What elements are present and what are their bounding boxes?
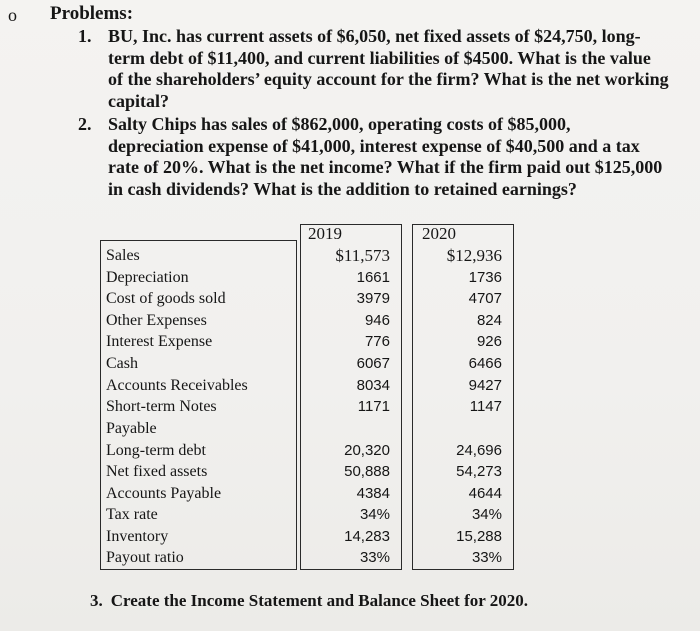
- problem-number: 1.: [78, 26, 92, 46]
- problem-line: rate of 20%. What is the net income? What if the firm paid out $125,000: [108, 157, 663, 177]
- row-label: Short-term Notes: [106, 398, 217, 415]
- cell-2019: 4384: [356, 485, 390, 502]
- cell-2019: 33%: [359, 549, 390, 566]
- row-label: Tax rate: [106, 506, 158, 523]
- cell-2020: 54,273: [456, 463, 502, 480]
- row-label: Cash: [106, 355, 138, 372]
- cell-2020: 1147: [469, 398, 502, 415]
- problem-3: [90, 591, 528, 611]
- row-label: Accounts Payable: [106, 485, 222, 502]
- problem-line: depreciation expense of $41,000, interest expense of $40,500 and a tax: [108, 135, 640, 156]
- cell-2020: 24,696: [456, 442, 502, 459]
- problem-3-text: Create the Income Statement and Balance Sheet for 2020.: [110, 591, 528, 610]
- cell-2020: 4644: [468, 485, 502, 502]
- problem-line: in cash dividends? What is the addition to retained earnings?: [108, 178, 577, 199]
- problem-line: BU, Inc. has current assets of $6,050, net fixed assets of $24,750, long-: [108, 26, 641, 46]
- cell-2020: 4707: [468, 290, 502, 307]
- cell-2019: $11,573: [335, 246, 390, 265]
- cell-2020: 926: [476, 333, 502, 350]
- header-2019: 2019: [308, 224, 342, 243]
- cell-2020: 9427: [468, 377, 502, 394]
- cell-2020: 1736: [468, 269, 502, 286]
- row-label: Payout ratio: [106, 549, 184, 566]
- problem-number: 2.: [78, 114, 92, 134]
- cell-2020: $12,936: [446, 246, 502, 265]
- problem-line: term debt of $11,400, and current liabilities of $4500. What is the value: [108, 47, 651, 68]
- problems-heading: Problems:: [50, 3, 134, 24]
- cell-2019: 946: [364, 312, 390, 329]
- problem-line: of the shareholders’ equity account for the firm? What is the net working: [108, 69, 669, 89]
- row-label: Depreciation: [106, 269, 189, 286]
- cell-2019: 50,888: [344, 463, 390, 480]
- row-label: Payable: [106, 420, 157, 437]
- header-2020: 2020: [422, 224, 456, 243]
- cell-2020: 34%: [471, 506, 502, 523]
- row-label: Interest Expense: [106, 333, 213, 350]
- cell-2019: 8034: [356, 377, 390, 394]
- cell-2019: 1171: [357, 398, 390, 415]
- problem-line: Salty Chips has sales of $862,000, operating costs of $85,000,: [108, 114, 571, 134]
- cell-2019: 14,283: [344, 528, 390, 545]
- problem-number: 3.: [90, 591, 103, 610]
- row-label: Inventory: [106, 528, 169, 545]
- cell-2020: 15,288: [456, 528, 502, 545]
- cell-2019: 20,320: [344, 442, 390, 459]
- cell-2019: 1661: [356, 269, 390, 286]
- row-label: Other Expenses: [106, 312, 207, 329]
- cell-2019: 3979: [356, 290, 390, 307]
- row-label: Cost of goods sold: [106, 290, 226, 307]
- cell-2019: 6067: [356, 355, 390, 372]
- problem-1: [78, 26, 669, 112]
- cell-2020: 6466: [468, 355, 502, 372]
- cell-2020: 824: [476, 312, 502, 329]
- row-label: Accounts Receivables: [106, 377, 248, 394]
- financial-data-table: [100, 224, 515, 570]
- cell-2019: 34%: [359, 506, 390, 523]
- row-label: Net fixed assets: [106, 463, 208, 480]
- cell-2020: 33%: [471, 549, 502, 566]
- problem-2: [78, 114, 662, 200]
- problem-line: capital?: [108, 90, 169, 111]
- bullet-marker: o: [8, 5, 17, 25]
- row-label: Sales: [106, 247, 140, 264]
- row-label: Long-term debt: [106, 442, 206, 459]
- cell-2019: 776: [364, 333, 390, 350]
